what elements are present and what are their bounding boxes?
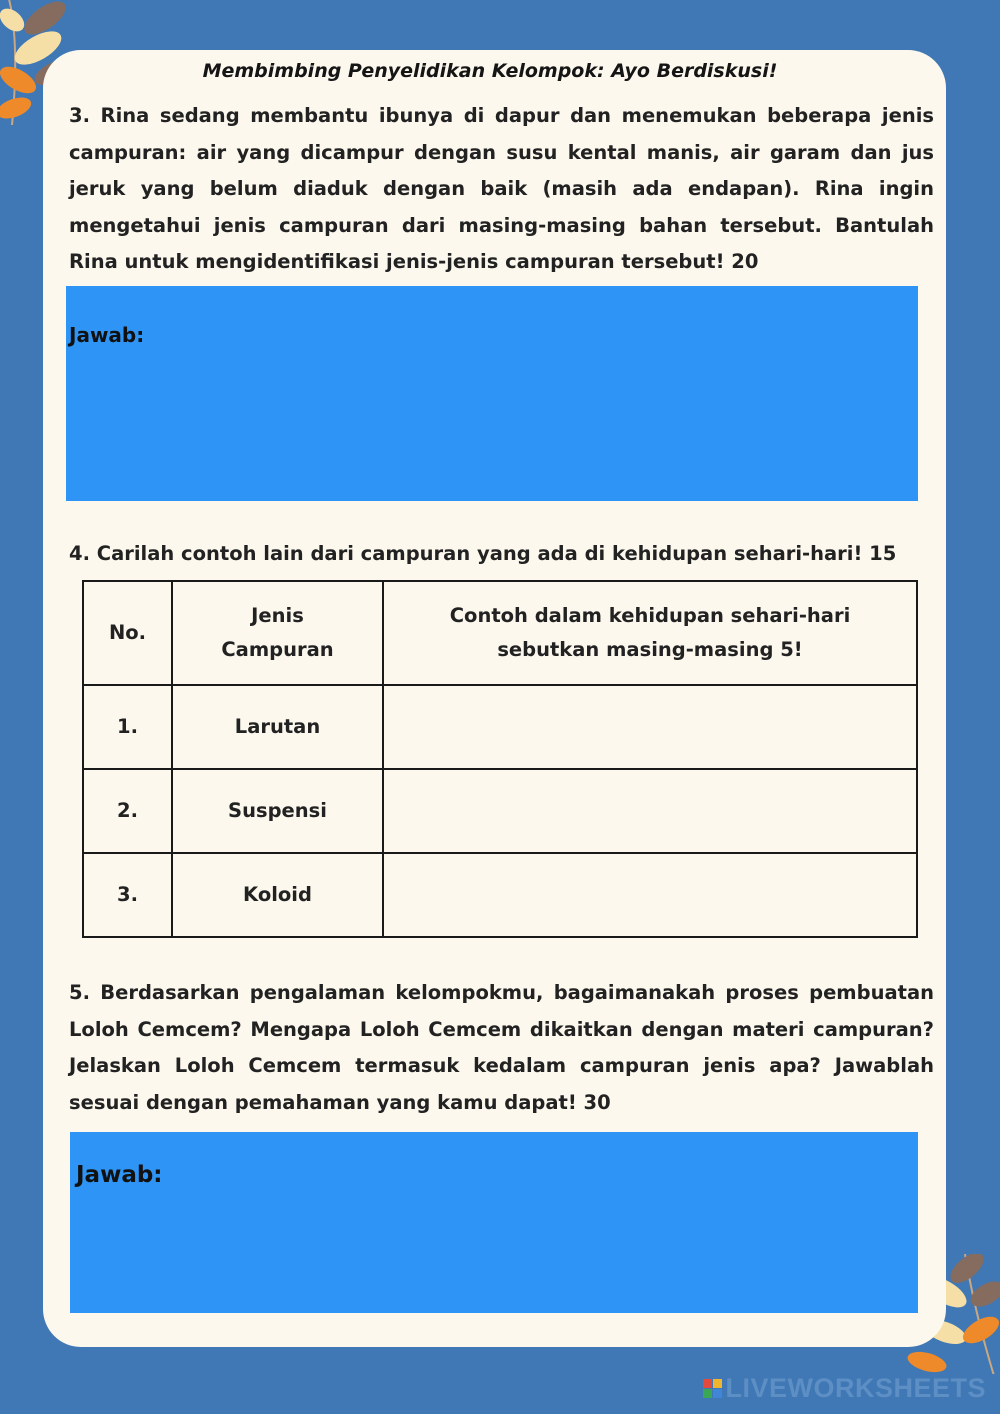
row-contoh-input[interactable]	[383, 853, 917, 937]
row-jenis: Larutan	[172, 685, 383, 769]
question-3-answer-box[interactable]	[66, 286, 918, 501]
table-row	[83, 685, 917, 769]
question-4-text: 4. Carilah contoh lain dari campuran yang ada di kehidupan sehari-hari! 15	[69, 542, 897, 565]
header-contoh	[383, 581, 917, 685]
brand-text: LIVEWORKSHEETS	[725, 1373, 986, 1403]
row-no: 2.	[83, 769, 172, 853]
table-row	[83, 769, 917, 853]
question-5-text: 5. Berdasarkan pengalaman kelompokmu, bagaimanakah proses pembuatan Loloh Cemcem? Mengapa Loloh Cemcem dikaitkan dengan materi campuran? Jelaskan Loloh Cemcem termasuk kedalam campuran jenis apa? Jawablah sesuai dengan pemahaman yang kamu dapat! 30	[69, 981, 934, 1114]
table-row	[83, 853, 917, 937]
header-jenis-campuran	[172, 581, 383, 685]
liveworksheets-brand	[703, 1373, 986, 1404]
mixture-table	[82, 580, 918, 938]
question-5-answer-box[interactable]	[70, 1132, 918, 1313]
question-3-text: 3. Rina sedang membantu ibunya di dapur dan menemukan beberapa jenis campuran: air yang dicampur dengan susu kental manis, air garam dan jus jeruk yang belum diaduk dengan baik (masih ada endapan). Rina ingin mengetahui jenis campuran dari masing-masing bahan tersebut. Bantulah Rina untuk mengidentifikasi jenis-jenis campuran tersebut! 20	[69, 104, 934, 273]
header-contoh-label: Contoh dalam kehidupan sehari-hari sebutkan masing-masing 5!	[449, 604, 851, 661]
question-5-answer-label: Jawab:	[76, 1162, 163, 1188]
row-no: 3.	[83, 853, 172, 937]
worksheet-title: Membimbing Penyelidikan Kelompok: Ayo Berdiskusi!	[202, 60, 778, 82]
row-jenis: Koloid	[172, 853, 383, 937]
question-3-answer-label: Jawab:	[69, 323, 145, 347]
header-no: No.	[83, 581, 172, 685]
row-jenis: Suspensi	[172, 769, 383, 853]
row-contoh-input[interactable]	[383, 685, 917, 769]
liveworksheets-logo-icon	[703, 1379, 722, 1398]
row-contoh-input[interactable]	[383, 769, 917, 853]
header-jenis-campuran-label: Jenis Campuran	[221, 604, 334, 661]
table-header-row	[83, 581, 917, 685]
row-no: 1.	[83, 685, 172, 769]
